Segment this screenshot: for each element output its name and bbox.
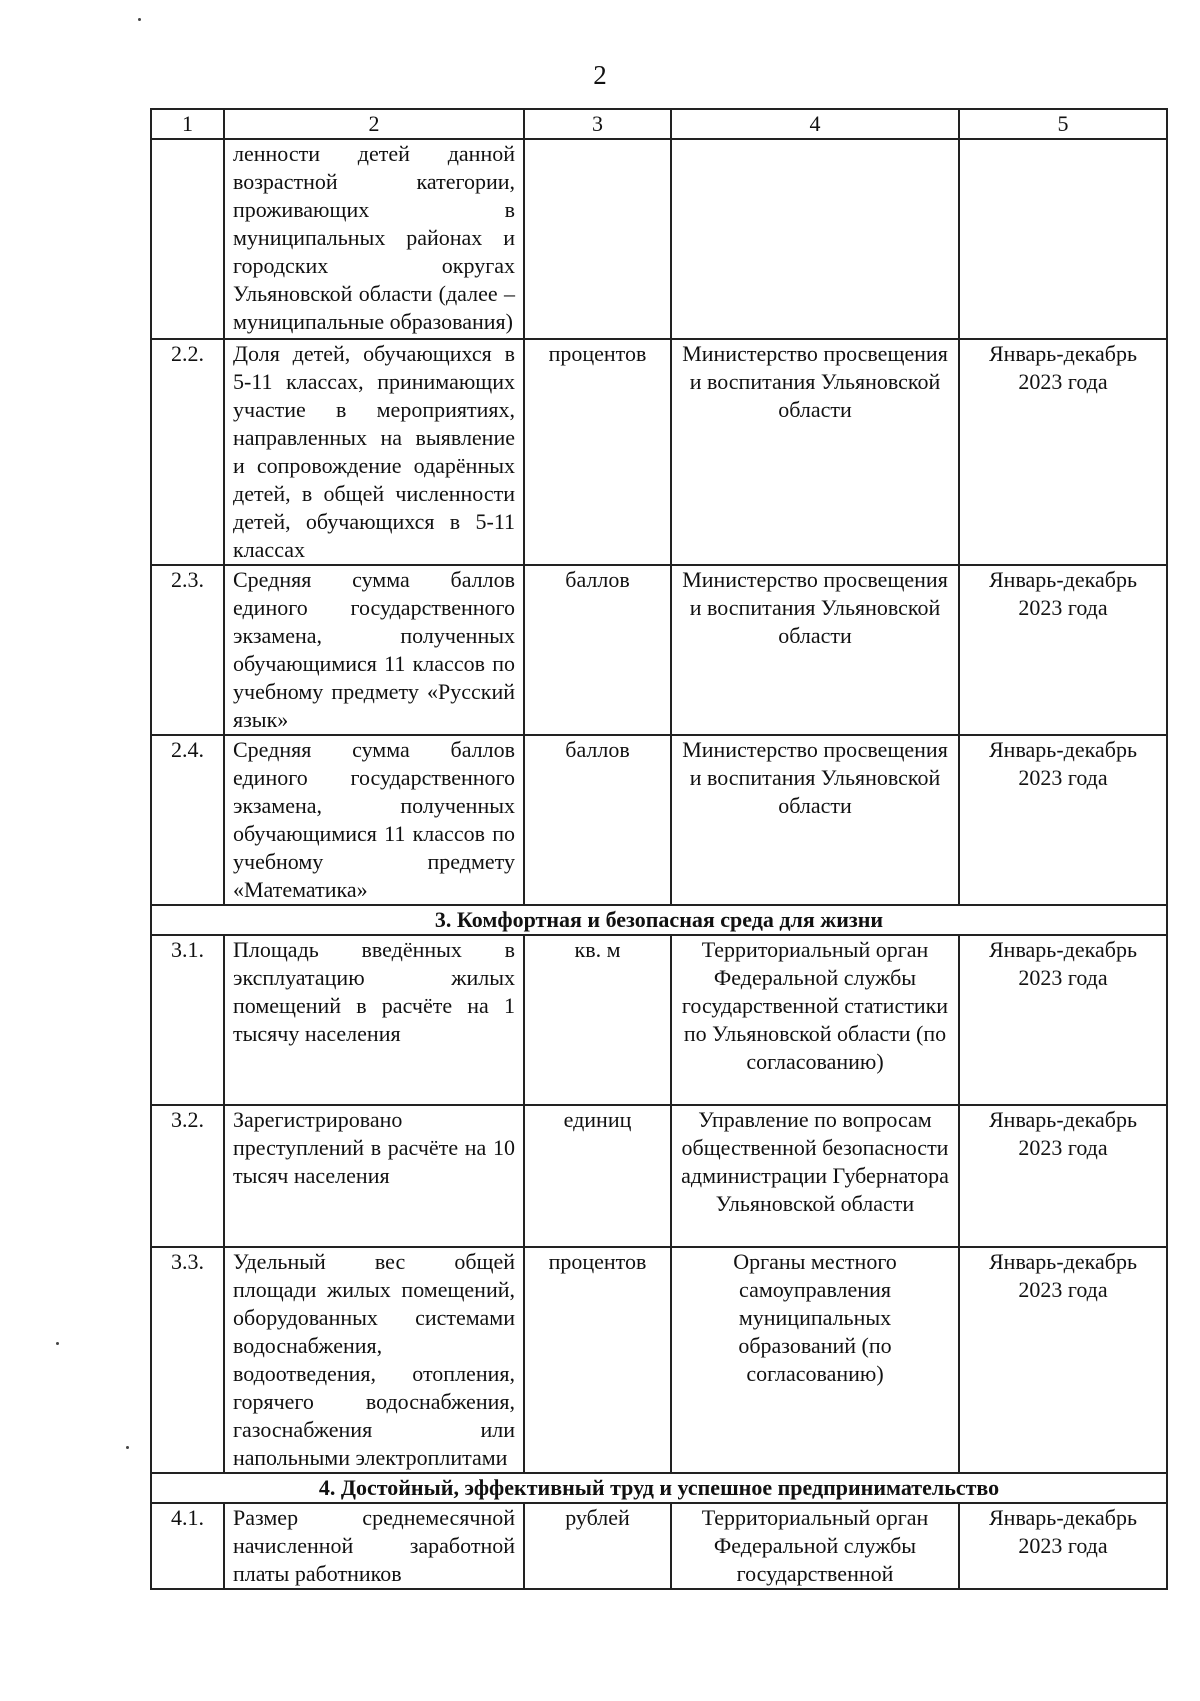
row-number: 3.1. xyxy=(151,935,224,1105)
responsible-body: Министерство просвещения и воспитания Ульяновской области xyxy=(671,339,959,565)
responsible-body: Территориальный орган Федеральной службы государственной xyxy=(671,1503,959,1589)
responsible-body: Территориальный орган Федеральной службы государственной статистики по Ульяновской области (по согласованию) xyxy=(671,935,959,1105)
reporting-period: Январь-декабрь 2023 года xyxy=(959,1105,1167,1247)
column-header: 2 xyxy=(224,109,524,139)
table-row xyxy=(151,339,1167,565)
section-title: 3. Комфортная и безопасная среда для жизни xyxy=(151,905,1167,935)
reporting-period: Январь-декабрь 2023 года xyxy=(959,1247,1167,1473)
unit-of-measure: баллов xyxy=(524,565,671,735)
row-number: 2.2. xyxy=(151,339,224,565)
responsible-body xyxy=(671,139,959,339)
row-number: 2.3. xyxy=(151,565,224,735)
unit-of-measure: кв. м xyxy=(524,935,671,1105)
scan-speck xyxy=(126,1446,129,1449)
section-header-row xyxy=(151,1473,1167,1503)
row-number: 3.3. xyxy=(151,1247,224,1473)
responsible-body: Министерство просвещения и воспитания Ульяновской области xyxy=(671,565,959,735)
indicator-name: Доля детей, обучающихся в 5-11 классах, принимающих участие в мероприятиях, направленных на выявление и сопровождение одарённых детей, в общей численности детей, обучающихся в 5-11 классах xyxy=(224,339,524,565)
row-number: 3.2. xyxy=(151,1105,224,1247)
reporting-period: Январь-декабрь 2023 года xyxy=(959,735,1167,905)
indicator-name: Средняя сумма баллов единого государственного экзамена, полученных обучающимися 11 классов по учебному предмету «Русский язык» xyxy=(224,565,524,735)
section-header-row xyxy=(151,905,1167,935)
table-row xyxy=(151,1247,1167,1473)
indicators-table xyxy=(150,108,1168,1590)
indicator-name: Удельный вес общей площади жилых помещений, оборудованных системами водоснабжения, водоотведения, отопления, горячего водоснабжения, газоснабжения или напольными электроплитами xyxy=(224,1247,524,1473)
table-header-row xyxy=(151,109,1167,139)
unit-of-measure: процентов xyxy=(524,339,671,565)
unit-of-measure: баллов xyxy=(524,735,671,905)
page-number: 2 xyxy=(593,60,607,90)
unit-of-measure: процентов xyxy=(524,1247,671,1473)
indicator-name: Размер среднемесячной начисленной заработной платы работников xyxy=(224,1503,524,1589)
responsible-body: Управление по вопросам общественной безопасности администрации Губернатора Ульяновской области xyxy=(671,1105,959,1247)
table-row xyxy=(151,1503,1167,1589)
column-header: 5 xyxy=(959,109,1167,139)
row-number: 2.4. xyxy=(151,735,224,905)
unit-of-measure: единиц xyxy=(524,1105,671,1247)
unit-of-measure: рублей xyxy=(524,1503,671,1589)
reporting-period: Январь-декабрь 2023 года xyxy=(959,935,1167,1105)
scan-speck xyxy=(138,18,141,21)
section-title: 4. Достойный, эффективный труд и успешное предпринимательство xyxy=(151,1473,1167,1503)
table-row xyxy=(151,565,1167,735)
responsible-body: Органы местного самоуправления муниципальных образований (по согласованию) xyxy=(671,1247,959,1473)
row-number xyxy=(151,139,224,339)
indicator-name: Средняя сумма баллов единого государственного экзамена, полученных обучающимися 11 классов по учебному предмету «Математика» xyxy=(224,735,524,905)
row-number: 4.1. xyxy=(151,1503,224,1589)
table-row xyxy=(151,935,1167,1105)
responsible-body: Министерство просвещения и воспитания Ульяновской области xyxy=(671,735,959,905)
table-row xyxy=(151,139,1167,339)
reporting-period xyxy=(959,139,1167,339)
scan-speck xyxy=(56,1342,59,1345)
indicator-name: ленности детей данной возрастной категории, проживающих в муниципальных районах и городских округах Ульяновской области (далее – муниципальные образования) xyxy=(224,139,524,339)
column-header: 1 xyxy=(151,109,224,139)
table-row xyxy=(151,735,1167,905)
table-row xyxy=(151,1105,1167,1247)
reporting-period: Январь-декабрь 2023 года xyxy=(959,565,1167,735)
reporting-period: Январь-декабрь 2023 года xyxy=(959,1503,1167,1589)
column-header: 4 xyxy=(671,109,959,139)
reporting-period: Январь-декабрь 2023 года xyxy=(959,339,1167,565)
column-header: 3 xyxy=(524,109,671,139)
unit-of-measure xyxy=(524,139,671,339)
indicator-name: Зарегистрировано преступлений в расчёте на 10 тысяч населения xyxy=(224,1105,524,1247)
indicator-name: Площадь введённых в эксплуатацию жилых помещений в расчёте на 1 тысячу населения xyxy=(224,935,524,1105)
